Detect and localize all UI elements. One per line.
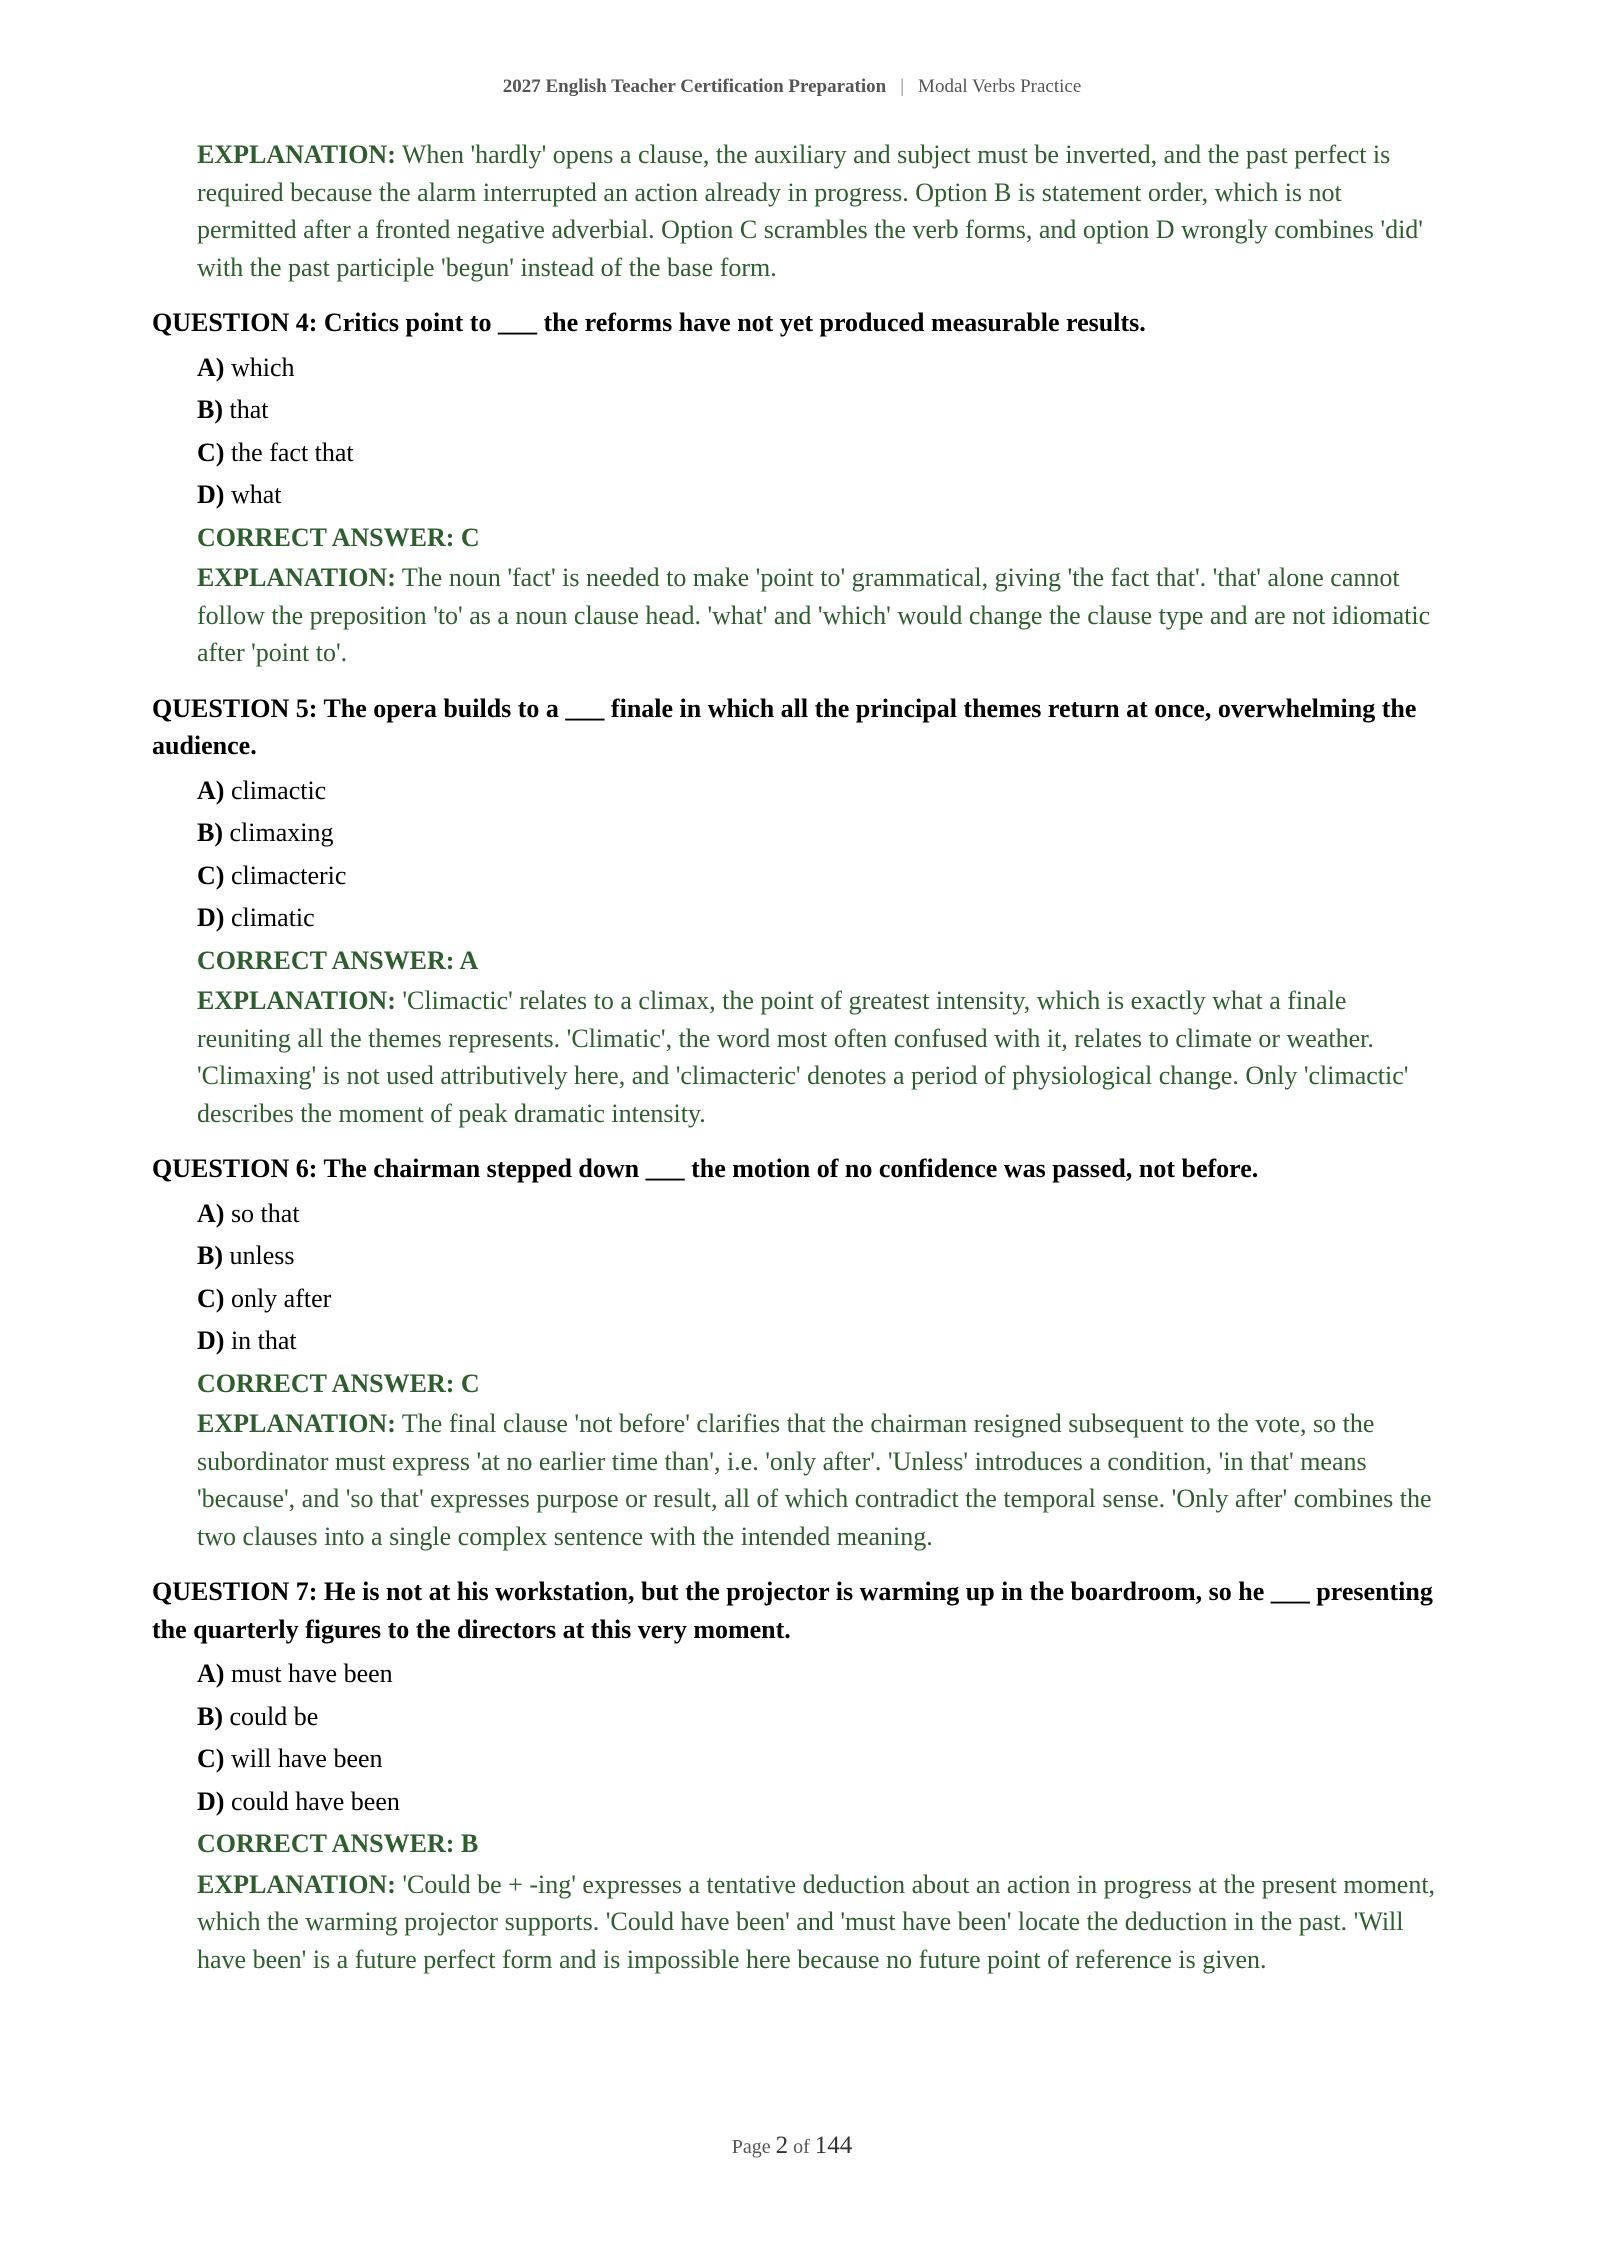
running-header xyxy=(0,76,1584,98)
question-prompt: QUESTION 6: The chairman stepped down ___ the motion of no confidence was passed, not before. xyxy=(152,1154,1259,1183)
explanation xyxy=(197,559,1442,672)
explanation-label: EXPLANATION: xyxy=(197,140,396,169)
header-title: 2027 English Teacher Certification Preparation xyxy=(502,76,887,97)
question-block-7 xyxy=(152,1573,1442,1978)
option-letter: D) xyxy=(197,1786,225,1816)
question-block-4 xyxy=(152,304,1442,672)
question-block-6 xyxy=(152,1150,1442,1555)
option-c xyxy=(197,1738,1442,1781)
correct-answer: CORRECT ANSWER: B xyxy=(197,1829,479,1858)
option-text: could have been xyxy=(230,1786,400,1816)
option-d xyxy=(197,474,1442,517)
option-b xyxy=(197,812,1442,855)
total-pages: 144 xyxy=(814,2132,853,2159)
explanation-text: 'Could be + -ing' expresses a tentative deduction about an action in progress at the present moment, which the warming projector supports. 'Could have been' and 'must have been' locate the deduction in the past. 'Will have been' is a future perfect form and is impossible here because no future point of reference is given. xyxy=(197,1869,1436,1974)
option-b xyxy=(197,389,1442,432)
option-a xyxy=(197,1653,1442,1696)
option-letter: B) xyxy=(197,395,223,424)
option-text: the fact that xyxy=(230,437,354,467)
option-d xyxy=(197,1781,1442,1824)
page-content xyxy=(152,136,1442,1996)
explanation-text: The final clause 'not before' clarifies that the chairman resigned subsequent to the vote, so the subordinator must express 'at no earlier time than', i.e. 'only after'. 'Unless' introduces a condition, 'in that' means 'because', and 'so that' expresses purpose or result, all of which contradict the temporal sense. 'Only after' combines the two clauses into a single complex sentence with the intended meaning. xyxy=(197,1409,1432,1551)
option-letter: C) xyxy=(197,1744,225,1773)
option-letter: B) xyxy=(197,1701,223,1731)
page-word: Page xyxy=(731,2136,771,2158)
option-b xyxy=(197,1235,1442,1278)
explanation-text: The noun 'fact' is needed to make 'point to' grammatical, giving 'the fact that'. 'that' alone cannot follow the preposition 'to' as a noun clause head. 'what' and 'which' would change the clause type and are not idiomatic after 'point to'. xyxy=(197,563,1431,667)
option-text: climacteric xyxy=(230,860,347,890)
option-letter: D) xyxy=(197,903,225,932)
question-prompt: QUESTION 4: Critics point to ___ the reforms have not yet produced measurable results. xyxy=(152,308,1146,337)
option-b xyxy=(197,1696,1442,1739)
option-text: only after xyxy=(230,1283,332,1313)
option-d xyxy=(197,1320,1442,1363)
option-text: climaxing xyxy=(229,818,334,847)
option-text: which xyxy=(230,352,295,382)
option-c xyxy=(197,432,1442,475)
explanation xyxy=(197,982,1442,1132)
question-prompt: QUESTION 5: The opera builds to a ___ finale in which all the principal themes return at once, overwhelming the audience. xyxy=(152,693,1417,760)
explanation xyxy=(197,1405,1442,1555)
page-footer xyxy=(0,2132,1584,2160)
option-letter: C) xyxy=(197,1283,225,1313)
option-letter: A) xyxy=(197,1659,225,1688)
option-letter: B) xyxy=(197,818,223,847)
page-number: 2 xyxy=(775,2132,789,2159)
option-text: unless xyxy=(229,1241,295,1270)
option-c xyxy=(197,1278,1442,1321)
option-c xyxy=(197,855,1442,898)
option-text: climactic xyxy=(230,775,327,805)
option-letter: D) xyxy=(197,1326,225,1355)
correct-answer: CORRECT ANSWER: C xyxy=(197,522,480,552)
option-letter: C) xyxy=(197,437,225,467)
explanation-label: EXPLANATION: xyxy=(197,1869,396,1899)
option-a xyxy=(197,1193,1442,1236)
explanation xyxy=(197,1866,1442,1979)
option-text: in that xyxy=(230,1326,297,1355)
option-text: could be xyxy=(229,1701,319,1731)
option-text: must have been xyxy=(230,1659,393,1688)
option-letter: A) xyxy=(197,1198,225,1228)
option-letter: D) xyxy=(197,480,225,509)
option-text: that xyxy=(229,395,269,424)
explanation-label: EXPLANATION: xyxy=(197,563,396,592)
option-letter: A) xyxy=(197,352,225,382)
option-letter: A) xyxy=(197,775,225,805)
question-prompt: QUESTION 7: He is not at his workstation, but the projector is warming up in the boardroom, so he ___ presenting the quarterly figures to the directors at this very moment. xyxy=(152,1577,1433,1644)
option-text: climatic xyxy=(230,903,315,932)
option-text: will have been xyxy=(230,1744,383,1773)
option-a xyxy=(197,770,1442,813)
explanation-text: 'Climactic' relates to a climax, the point of greatest intensity, which is exactly what a finale reuniting all the themes represents. 'Climatic', the word most often confused with it, relates to climate or weather. 'Climaxing' is not used attributively here, and 'climacteric' denotes a period of physiological change. Only 'climactic' describes the moment of peak dramatic intensity. xyxy=(197,986,1409,1128)
explanation-label: EXPLANATION: xyxy=(197,986,396,1015)
correct-answer: CORRECT ANSWER: C xyxy=(197,1368,480,1398)
option-letter: C) xyxy=(197,860,225,890)
option-text: so that xyxy=(230,1198,300,1228)
option-d xyxy=(197,897,1442,940)
question-block-5 xyxy=(152,690,1442,1133)
option-text: what xyxy=(230,480,282,509)
correct-answer: CORRECT ANSWER: A xyxy=(197,945,479,975)
header-subtitle: Modal Verbs Practice xyxy=(918,76,1082,97)
explanation-text: When 'hardly' opens a clause, the auxiliary and subject must be inverted, and the past perfect is required because the alarm interrupted an action already in progress. Option B is statement order, which is not permitted after a fronted negative adverbial. Option C scrambles the verb forms, and option D wrongly combines 'did' with the past participle 'begun' instead of the base form. xyxy=(197,140,1423,282)
option-a xyxy=(197,347,1442,390)
explanation-q3 xyxy=(197,136,1442,286)
of-word: of xyxy=(793,2136,810,2158)
explanation-label: EXPLANATION: xyxy=(197,1409,396,1438)
header-separator: | xyxy=(900,76,905,97)
option-letter: B) xyxy=(197,1241,223,1270)
